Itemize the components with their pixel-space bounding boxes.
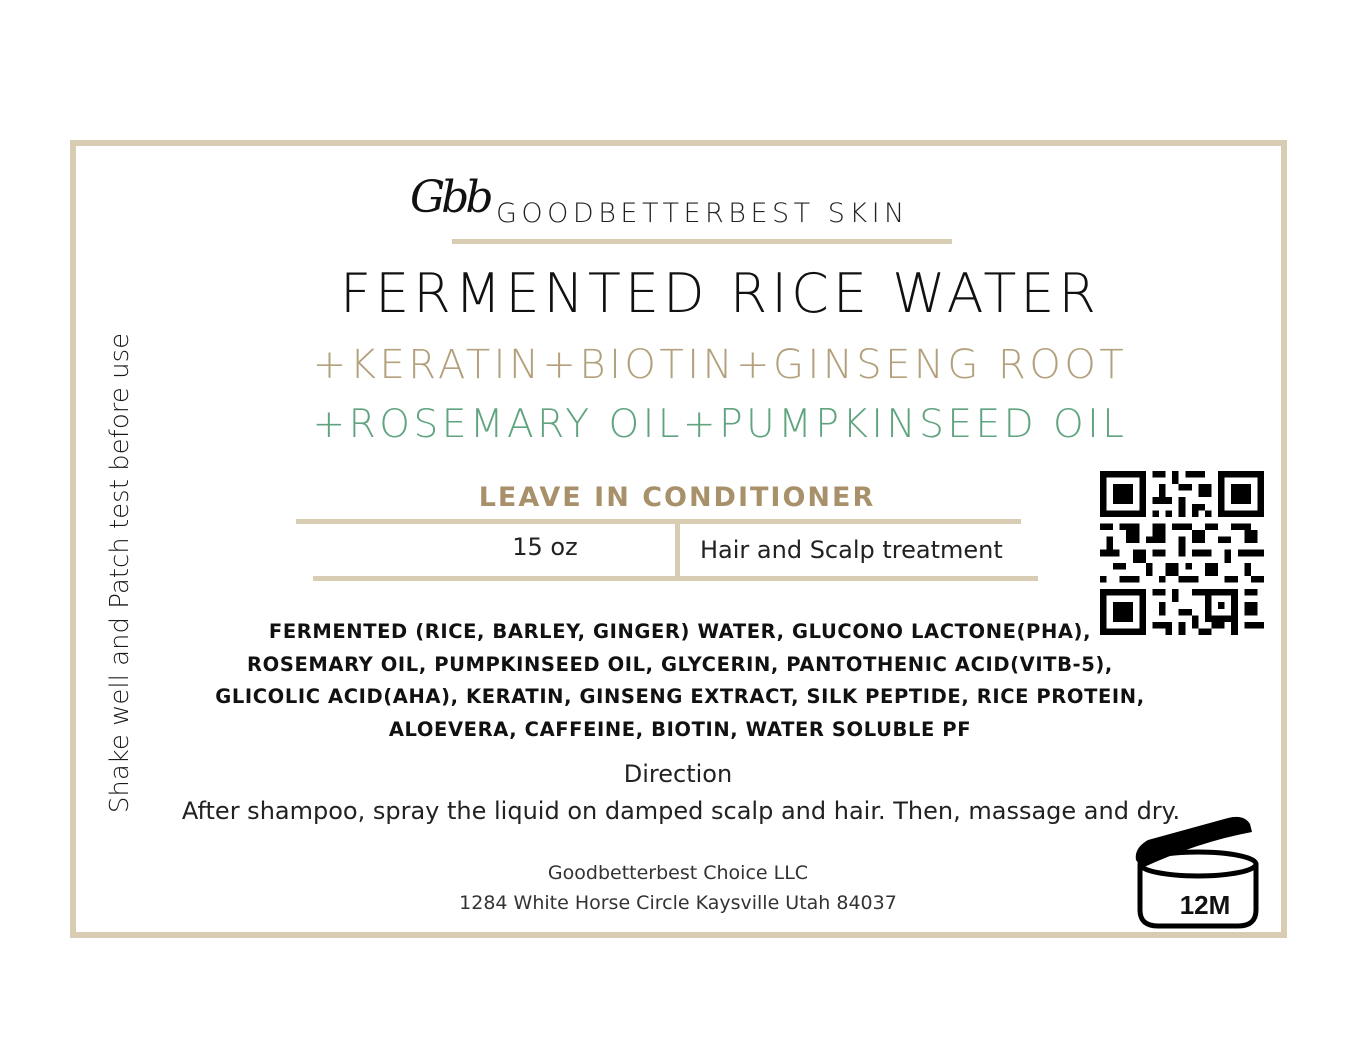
divider-vertical [675, 522, 680, 579]
period-after-opening: 12M [1179, 890, 1231, 920]
company-info [443, 858, 913, 918]
divider-bottom [313, 576, 1038, 581]
brand-monogram: Gbb [410, 172, 490, 223]
product-use: Hair and Scalp treatment [700, 536, 1003, 564]
ingredients-list [160, 616, 1200, 746]
product-size: 15 oz [512, 533, 578, 561]
key-ingredients-line-1: +KERATIN+BIOTIN+GINSENG ROOT [312, 342, 1128, 388]
divider-top [296, 519, 1021, 524]
ingredients-line: GLICOLIC ACID(AHA), KERATIN, GINSENG EXTRACT, SILK PEPTIDE, RICE PROTEIN, [215, 685, 1145, 708]
side-note-text: Shake well and Patch test before use [105, 332, 135, 814]
key-ingredients-line-2: +ROSEMARY OIL+PUMPKINSEED OIL [312, 402, 1128, 447]
company-name: Goodbetterbest Choice LLC [547, 862, 809, 884]
product-title: FERMENTED RICE WATER [340, 262, 1100, 325]
qr-code-icon [1100, 471, 1264, 635]
brand-underline [452, 239, 952, 244]
ingredients-line: FERMENTED (RICE, BARLEY, GINGER) WATER, GLUCONO LACTONE(PHA), [268, 620, 1092, 643]
direction-title: Direction [623, 760, 733, 788]
ingredients-line: ROSEMARY OIL, PUMPKINSEED OIL, GLYCERIN, PANTOTHENIC ACID(VITB-5), [247, 652, 1113, 676]
direction-text: After shampoo, spray the liquid on damped scalp and hair. Then, massage and dry. [181, 797, 1181, 825]
ingredients-line: ALOEVERA, CAFFEINE, BIOTIN, WATER SOLUBLE PF [388, 717, 972, 741]
brand-header [410, 172, 970, 238]
brand-name: GOODBETTERBEST SKIN [496, 198, 909, 229]
product-type: LEAVE IN CONDITIONER [478, 482, 876, 513]
company-address: 1284 White Horse Circle Kaysville Utah 84037 [459, 892, 897, 914]
